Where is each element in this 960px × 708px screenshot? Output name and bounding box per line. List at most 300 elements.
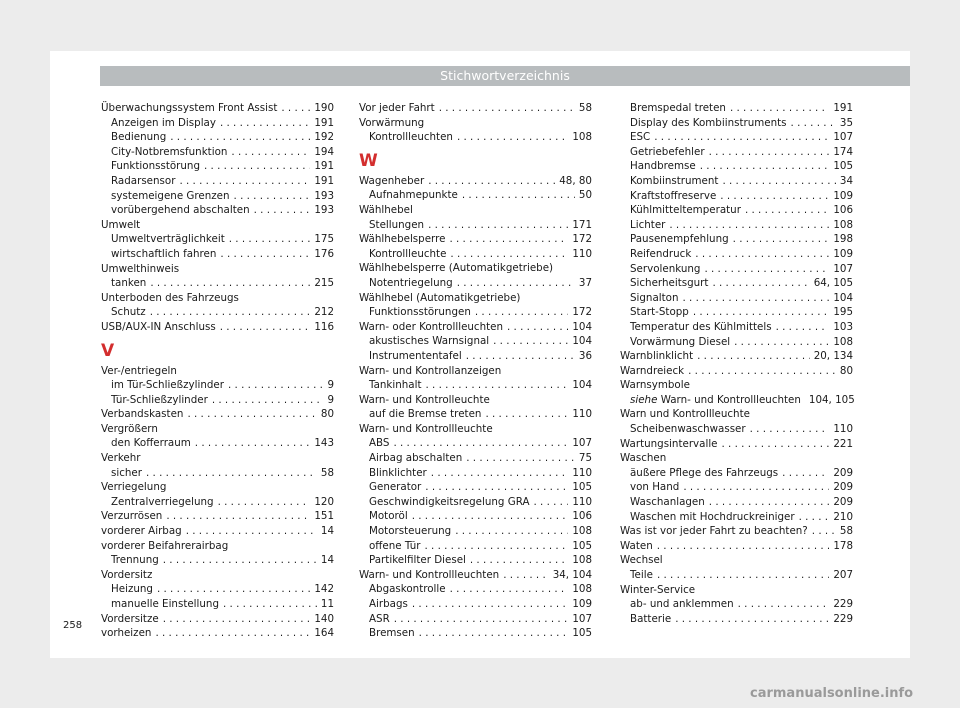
page-reference: 209 [833,481,853,494]
dot-leader [204,159,310,174]
index-subentry [359,582,592,597]
dot-leader [146,466,317,481]
dot-leader [657,539,830,554]
entry-term: Airbag abschalten [369,452,463,465]
page-reference: 172 [572,306,592,319]
dot-leader [466,349,575,364]
index-entry [359,116,592,131]
page-reference: 108 [572,131,592,144]
entry-term: Bedienung [111,131,167,144]
dot-leader [733,232,830,247]
index-subentry [101,247,334,262]
page-reference: 229 [833,598,853,611]
entry-term: Überwachungssystem Front Assist [101,102,278,114]
dot-leader [186,524,317,539]
index-subentry [359,218,592,233]
page-reference: 191 [833,102,853,114]
page-reference: 108 [833,218,853,231]
page-reference: 110 [572,408,592,421]
page-reference: 171 [572,218,592,231]
entry-term: akustisches Warnsignal [369,335,490,348]
page-reference: 105 [572,627,592,640]
entry-term: Notentriegelung [369,276,453,289]
index-entry [101,407,334,422]
dot-leader [462,188,575,203]
page-reference: 107 [572,437,592,450]
index-subentry [620,393,853,408]
entry-term: Kontrollleuchte [369,247,447,260]
page-reference: 50 [578,189,592,202]
entry-term: Warndreieck [620,364,685,377]
index-subentry [101,189,334,204]
entry-term: Batterie [630,612,672,625]
index-letter-heading: V [101,340,115,361]
index-subentry [620,101,853,116]
page-reference: 142 [314,583,334,596]
index-subentry [620,568,853,583]
index-subentry [359,495,592,510]
index-subentry [620,145,853,160]
index-entry [359,101,592,116]
dot-leader [750,422,830,437]
dot-leader [695,247,829,262]
page-reference: 198 [833,233,853,246]
index-subentry [101,159,334,174]
index-subentry [101,597,334,612]
entry-term: Abgaskontrolle [369,583,446,596]
entry-term: Unterboden des Fahrzeugs [101,291,239,304]
entry-term: offene Tür [369,539,421,552]
entry-term: vorheizen [101,627,152,640]
entry-term: tanken [111,277,147,290]
dot-leader [212,393,324,408]
entry-term: Teile [630,569,653,581]
section-title: Stichwortverzeichnis [440,68,570,83]
index-column-3 [620,101,853,626]
index-entry [101,480,334,495]
index-letter-heading: W [359,150,378,171]
dot-leader [412,597,568,612]
dot-leader [220,320,311,335]
entry-term: ab- und anklemmen [630,598,734,611]
index-entry [359,364,592,379]
page-reference: 20, 134 [813,350,853,363]
entry-term: Motorsteuerung [369,525,452,538]
entry-term: Display des Kombiinstruments [630,116,787,129]
index-column-1 [101,101,334,641]
dot-leader [163,612,311,627]
dot-leader [654,130,829,145]
page-reference: 164 [314,627,334,640]
page-reference: 37 [578,276,592,289]
dot-leader [675,612,829,627]
dot-leader [799,510,830,525]
entry-term: Wagenheber [359,174,425,187]
dot-leader [688,364,836,379]
dot-leader [466,451,575,466]
entry-term: Bremspedal treten [630,102,726,114]
index-subentry [101,436,334,451]
page-reference: 9 [327,379,334,392]
page-reference: 212 [314,306,334,319]
dot-leader [426,378,569,393]
dot-leader [439,101,575,116]
entry-term: Airbags [369,598,408,610]
index-entry [359,568,592,583]
dot-leader [720,189,829,204]
entry-term: Getriebefehler [630,145,705,158]
index-entry [359,232,592,247]
index-column-2 [359,101,592,641]
dot-leader [738,597,830,612]
dot-leader [457,276,575,291]
dot-leader [218,495,311,510]
index-subentry [620,218,853,233]
index-entry [101,218,334,233]
entry-term: Scheibenwaschwasser [630,423,746,436]
page-reference: 48, 80 [559,174,592,187]
dot-leader [450,247,568,262]
page-reference: 108 [572,583,592,596]
page-reference: 104 [833,291,853,304]
entry-term: Verriegelung [101,481,167,494]
page-reference: 229 [833,612,853,625]
page-reference: 80 [320,408,334,421]
dot-leader [457,130,568,145]
page-reference: 176 [314,247,334,260]
entry-term: Tür-Schließzylinder [111,393,208,406]
dot-leader [425,480,568,495]
index-subentry [620,320,853,335]
dot-leader [683,480,829,495]
index-subentry [620,495,853,510]
page-reference: 105 [572,539,592,552]
index-subentry [101,116,334,131]
dot-leader [812,524,836,539]
entry-term: systemeigene Grenzen [111,189,230,202]
dot-leader [669,218,829,233]
index-entry [359,393,592,408]
entry-term: Umwelthinweis [101,262,180,275]
index-subentry [101,145,334,160]
index-entry [101,568,334,583]
page-reference: 14 [320,525,334,538]
index-entry [101,320,334,335]
page-reference: 207 [833,569,853,581]
page-reference: 106 [833,204,853,217]
page-reference: 215 [314,277,334,290]
dot-leader [393,436,568,451]
dot-leader [231,145,310,160]
entry-term: Vor jeder Fahrt [359,102,435,114]
page-reference: 190 [314,102,334,114]
entry-term: Geschwindigkeitsregelung GRA [369,495,530,508]
index-subentry [359,305,592,320]
entry-term: Warn- und Kontrollleuchten [359,568,500,581]
index-subentry [620,612,853,627]
index-subentry [101,203,334,218]
index-entry [620,539,853,554]
entry-term: Warn- und Kontrollleuchten [660,393,801,406]
index-subentry [101,305,334,320]
index-subentry [620,159,853,174]
entry-term: Waschen mit Hochdruckreiniger [630,510,795,523]
dot-leader [455,524,568,539]
dot-leader [428,174,555,189]
dot-leader [155,626,310,641]
entry-term: Vorwärmung [359,116,425,129]
dot-leader [782,466,829,481]
entry-term: Sicherheitsgurt [630,277,709,290]
index-subentry [101,276,334,291]
page-reference: 151 [314,510,334,523]
index-entry [620,378,853,393]
entry-term: Verkehr [101,452,141,465]
dot-leader [485,407,568,422]
dot-leader [412,509,569,524]
dot-leader [704,262,829,277]
page-reference: 110 [572,247,592,260]
entry-term: Kontrollleuchten [369,131,453,144]
index-entry [101,291,334,306]
page-reference: 191 [314,160,334,173]
index-entry [101,539,334,554]
index-entry [620,553,853,568]
index-subentry [359,349,592,364]
entry-term: Winter-Service [620,583,696,596]
page-reference: 80 [839,364,853,377]
page-reference: 14 [320,554,334,567]
dot-leader [166,509,310,524]
dot-leader [281,101,310,116]
page-reference: 116 [314,320,334,333]
entry-term: Pausenempfehlung [630,233,729,246]
entry-term: Was ist vor jeder Fahrt zu beachten? [620,525,808,538]
page-reference: 106 [572,510,592,523]
page-reference: 34, 104 [552,568,592,581]
watermark: carmanualsonline.info [750,686,914,701]
dot-leader [229,232,311,247]
entry-term: Aufnahmepunkte [369,189,458,202]
index-entry [101,101,334,116]
index-entry [620,349,853,364]
index-entry [101,524,334,539]
entry-term: sicher [111,466,142,479]
page-reference: 107 [833,262,853,275]
page-reference: 110 [833,423,853,436]
entry-term: Warn- und Kontrolleuchte [359,393,490,406]
page-reference: 210 [833,510,853,523]
page-number: 258 [63,620,83,631]
index-entry [101,422,334,437]
dot-leader [791,116,836,131]
dot-leader [657,568,829,583]
index-subentry [359,407,592,422]
index-subentry [620,480,853,495]
entry-term: Partikelfilter Diesel [369,554,466,567]
index-entry [359,261,592,276]
page-reference: 191 [314,174,334,187]
entry-term: Trennung [111,554,159,567]
page-reference: 64, 105 [813,277,853,290]
index-entry [101,612,334,627]
page-reference: 174 [833,145,853,158]
page-reference: 75 [578,452,592,465]
dot-leader [220,247,310,262]
index-subentry [359,451,592,466]
dot-leader [493,334,568,349]
index-entry [359,174,592,189]
entry-term: Heizung [111,583,153,596]
index-subentry [101,393,334,408]
dot-leader [187,407,316,422]
entry-term: Vordersitz [101,568,153,581]
page-reference: 36 [578,349,592,362]
index-entry [620,451,853,466]
index-subentry [620,276,853,291]
entry-term: ESC [630,131,651,144]
entry-term: Start-Stopp [630,306,689,319]
index-subentry [359,130,592,145]
dot-leader [450,582,569,597]
dot-leader [700,159,830,174]
page-reference: 58 [839,525,853,538]
dot-leader [734,335,829,350]
dot-leader [254,203,311,218]
index-entry [101,451,334,466]
index-subentry [620,305,853,320]
dot-leader [507,320,568,335]
page-reference: 209 [833,496,853,509]
entry-term: Tankinhalt [369,379,422,392]
dot-leader [693,305,830,320]
entry-term: vorderer Beifahrerairbag [101,539,229,552]
dot-leader [449,232,568,247]
index-subentry [359,436,592,451]
entry-term: Wartungsintervalle [620,437,718,450]
entry-term: Warn- und Kontrollleuchte [359,422,493,435]
entry-term: Kombiinstrument [630,174,719,187]
index-subentry [359,276,592,291]
entry-term: Radarsensor [111,174,176,187]
entry-term: manuelle Einstellung [111,598,219,610]
index-subentry [620,130,853,145]
dot-leader [503,568,548,583]
entry-term: Blinklichter [369,466,427,479]
page-reference: 104 [572,335,592,348]
index-subentry [620,116,853,131]
section-title-bar [100,66,910,86]
dot-leader [776,320,830,335]
page-reference: 107 [833,131,853,144]
index-subentry [101,232,334,247]
page-reference: 58 [578,102,592,114]
page-reference: 172 [572,233,592,246]
index-subentry [359,466,592,481]
entry-term: Umwelt [101,218,141,231]
page-reference: 221 [833,437,853,450]
entry-term: Servolenkung [630,262,701,275]
entry-term: Wählhebel [359,203,413,216]
entry-term: vorübergehend abschalten [111,204,250,217]
index-subentry [101,582,334,597]
page-reference: 194 [314,145,334,158]
dot-leader [179,174,310,189]
dot-leader [697,349,810,364]
page-reference: 143 [314,437,334,450]
entry-term: Wählhebelsperre [359,233,446,246]
index-subentry [620,291,853,306]
dot-leader [234,189,311,204]
entry-term: Vorwärmung Diesel [630,335,731,348]
entry-term: Waschen [620,452,667,465]
index-entry [620,583,853,598]
index-subentry [359,334,592,349]
entry-term: Signalton [630,291,679,304]
index-subentry [359,553,592,568]
index-subentry [359,188,592,203]
index-subentry [620,262,853,277]
dot-leader [157,582,310,597]
entry-term: Wechsel [620,554,663,567]
dot-leader [722,437,830,452]
page-reference: 34 [839,174,853,187]
dot-leader [730,101,829,116]
entry-term: Waten [620,539,653,552]
entry-term: Funktionsstörungen [369,306,471,319]
page-reference: 9 [327,393,334,406]
index-entry [359,291,592,306]
entry-term: Kraftstoffreserve [630,189,717,202]
index-entry [620,524,853,539]
dot-leader [228,378,323,393]
index-subentry [620,203,853,218]
index-subentry [101,130,334,145]
entry-term: Umweltverträglichkeit [111,233,225,246]
entry-term: Funktionsstörung [111,160,200,173]
page-reference: 209 [833,466,853,479]
page-reference: 108 [572,554,592,567]
entry-term: im Tür-Schließzylinder [111,379,224,392]
page-reference: 108 [572,525,592,538]
index-entry [101,262,334,277]
page-reference: 35 [839,116,853,129]
page-reference: 140 [314,612,334,625]
index-subentry [620,335,853,350]
entry-term: Reifendruck [630,247,692,260]
dot-leader [170,130,310,145]
entry-term: ASR [369,612,390,625]
page-reference: 193 [314,189,334,202]
dot-leader [712,276,809,291]
entry-term: Warnsymbole [620,379,690,392]
index-subentry [620,174,853,189]
page-reference: 178 [833,539,853,552]
page-reference: 108 [833,335,853,348]
page-reference: 120 [314,495,334,508]
index-subentry [359,509,592,524]
index-subentry [620,597,853,612]
dot-leader [419,626,569,641]
see-reference-label: siehe [630,393,658,406]
dot-leader [709,495,830,510]
entry-term: Verbandskasten [101,408,184,421]
dot-leader [431,466,569,481]
entry-term: ABS [369,437,390,450]
index-subentry [359,597,592,612]
entry-term: Stellungen [369,218,425,231]
entry-term: Warnblinklicht [620,350,694,363]
